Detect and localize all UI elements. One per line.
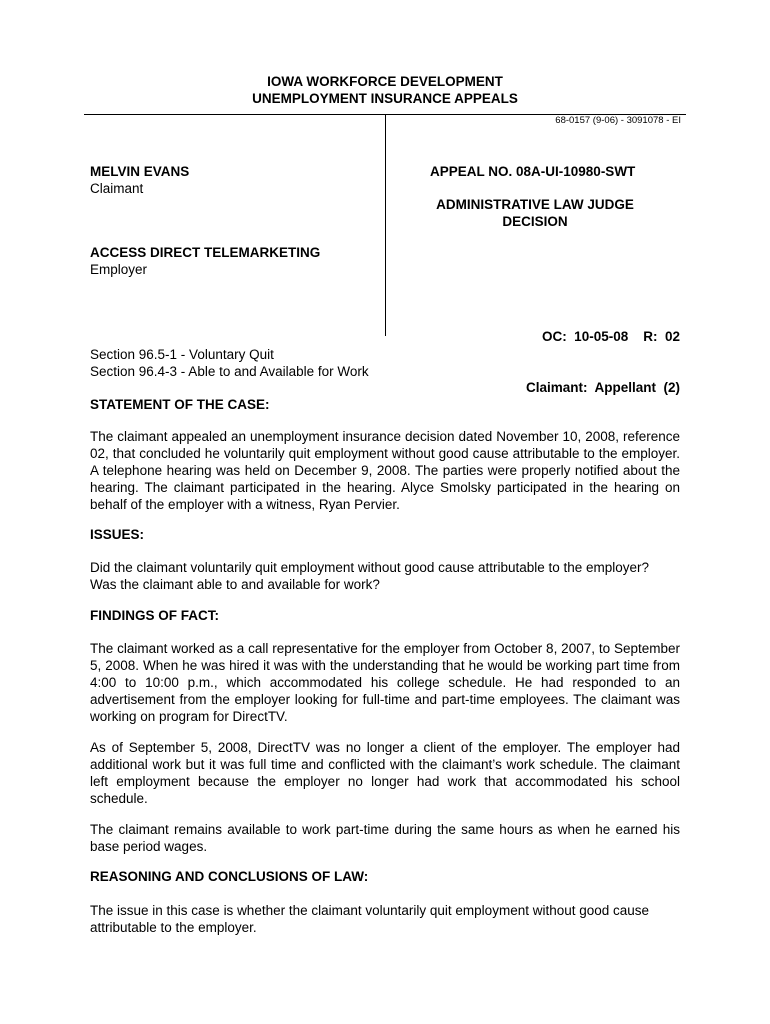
reasoning-heading: REASONING AND CONCLUSIONS OF LAW:: [90, 869, 369, 884]
claimant-block: [90, 163, 189, 197]
issues-heading: ISSUES:: [90, 527, 145, 542]
section-voluntary-quit: Section 96.5-1 - Voluntary Quit: [90, 347, 274, 362]
form-code: 68-0157 (9-06) - 3091078 - EI: [555, 115, 681, 126]
issue-availability: Was the claimant able to and available for work?: [90, 577, 380, 592]
oc-line: OC: 10-05-08 R: 02: [541, 329, 680, 344]
appellant-line: Claimant: Appellant (2): [525, 380, 680, 395]
decision-title: [390, 196, 680, 230]
claim-info: [390, 294, 680, 430]
issues-list: [90, 559, 690, 593]
findings-paragraph-3: The claimant remains available to work part-time during the same hours as when he earned his base period wages.: [90, 822, 680, 854]
agency-title: IOWA WORKFORCE DEVELOPMENT: [267, 74, 503, 89]
findings-paragraph-2: As of September 5, 2008, DirectTV was no longer a client of the employer. The employer had additional work but it was full time and conflicted with the claimant’s work schedule. The claimant left employment because the employer no longer had work that accommodated his school schedule.: [90, 740, 680, 806]
employer-role: Employer: [90, 262, 148, 277]
findings-paragraph-1: The claimant worked as a call representative for the employer from October 8, 2007, to September 5, 2008. When he was hired it was with the understanding that he would be working part time from 4:00 to 10:00 p.m., which accommodated his college schedule. He had responded to an advertisement from the employer looking for full-time and part-time employees. The claimant was working on program for DirectTV.: [90, 641, 680, 724]
employer-name: ACCESS DIRECT TELEMARKETING: [90, 245, 321, 260]
employer-block: [90, 244, 320, 278]
findings-heading: FINDINGS OF FACT:: [90, 608, 219, 623]
statement-heading: STATEMENT OF THE CASE:: [90, 397, 270, 412]
issue-voluntary-quit: Did the claimant voluntarily quit employment without good cause attributable to the employer?: [90, 560, 650, 575]
appeal-number: APPEAL NO. 08A-UI-10980-SWT: [430, 164, 636, 179]
reasoning-paragraph-1: The issue in this case is whether the claimant voluntarily quit employment without good cause attributable to the employer.: [90, 903, 650, 935]
claimant-name: MELVIN EVANS: [90, 164, 190, 179]
sections-list: [90, 346, 369, 380]
agency-subtitle: UNEMPLOYMENT INSURANCE APPEALS: [252, 91, 518, 106]
column-divider: [385, 114, 386, 336]
decision-title-line2: DECISION: [502, 214, 568, 229]
claimant-role: Claimant: [90, 181, 144, 196]
statement-paragraph: The claimant appealed an unemployment insurance decision dated November 10, 2008, reference 02, that concluded he voluntarily quit employment without good cause attributable to the employer. A telephone hearing was held on December 9, 2008. The parties were properly notified about the hearing. The claimant participated in the hearing. Alyce Smolsky participated in the hearing on behalf of the employer with a witness, Ryan Pervier.: [90, 429, 680, 512]
section-able-available: Section 96.4-3 - Able to and Available for Work: [90, 364, 369, 379]
decision-title-line1: ADMINISTRATIVE LAW JUDGE: [436, 197, 634, 212]
